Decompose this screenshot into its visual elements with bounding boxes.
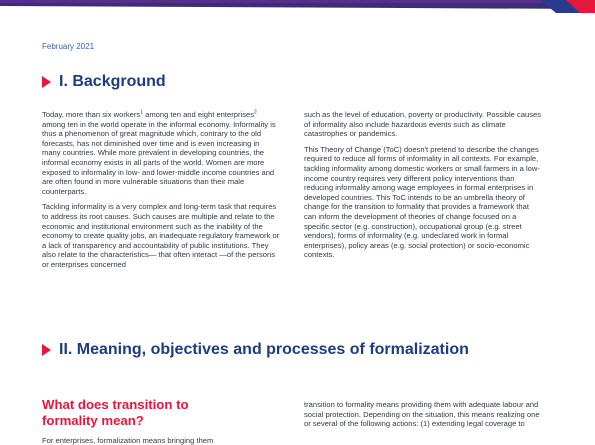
footnote-ref-2[interactable]: 2 — [254, 109, 257, 116]
section-heading-formalization — [42, 341, 469, 359]
background-paragraph-2: Tackling informality is a very complex and long-term task that requires to address its root causes. Such causes are multiple and relate to the economic and institutional environment such as the inability of the economy to create quality jobs, an inadequate regulatory framework or a lack of transparency and accountability of public institutions. They also relate to the characteristics— that often interact —of the persons or enterprises concerned — [42, 202, 280, 269]
red-triangle-icon — [42, 344, 51, 356]
formalization-right-column — [304, 400, 542, 445]
background-paragraph-4: This Theory of Change (ToC) doesn't pretend to describe the changes required to reduce all forms of informality in all contexts. For example, tackling informality among domestic workers or small farmers in a low-income country requires very different policy interventions than reducing informality among wage employees in formal enterprises in developed countries. This ToC intends to be an umbrella theory of change for the transition to formality that provides a framework that can inform the development of theories of change focused on a specific sector (e.g. construction), occupational group (e.g. street vendors), forms of informality (e.g. undeclared work in formal enterprises), policy areas (e.g. social protection) or socio-economic contexts. — [304, 144, 540, 260]
section-heading-background — [42, 73, 166, 91]
formalization-paragraph-2: transition to formality means providing them with adequate labour and social protection. Depending on the situation, this means realizing one or several of the following actions: (1) extending legal coverage to — [304, 400, 540, 429]
paragraph-text: among ten and eight enterprises — [142, 110, 255, 119]
section-heading-text: I. Background — [59, 73, 166, 90]
background-paragraph-1 — [42, 110, 280, 196]
background-left-column — [42, 110, 280, 276]
top-decorative-band — [0, 0, 595, 13]
footnote-ref-1[interactable]: 1 — [140, 109, 143, 116]
paragraph-text: Today, more than six workers — [42, 110, 141, 119]
red-triangle-icon — [42, 76, 51, 88]
formalization-left-column — [42, 436, 280, 445]
paragraph-text: among ten in the world operate in the informal economy. Informality is thus a phenomenon of great magnitude which, contrary to the old forecasts, has not diminished over time and is even increasing in many countries. While more prevalent in developing countries, the informal economy exists in all parts of the world. Women are more exposed to informality in low- and lower-middle income countries and are often found in more vulnerable situations than their male counterparts. — [42, 119, 276, 196]
formalization-paragraph-1: For enterprises, formalization means bringing them — [42, 436, 214, 445]
subheading-transition-to-formality: What does transition to formality mean? — [42, 397, 189, 428]
background-paragraph-3: such as the level of education, poverty or productivity. Possible causes of informality also include hazardous events such as climate catastrophes or pandemics. — [304, 110, 542, 139]
background-right-column — [304, 110, 542, 266]
section-heading-text: II. Meaning, objectives and processes of formalization — [59, 341, 469, 358]
publication-date: February 2021 — [42, 42, 95, 51]
